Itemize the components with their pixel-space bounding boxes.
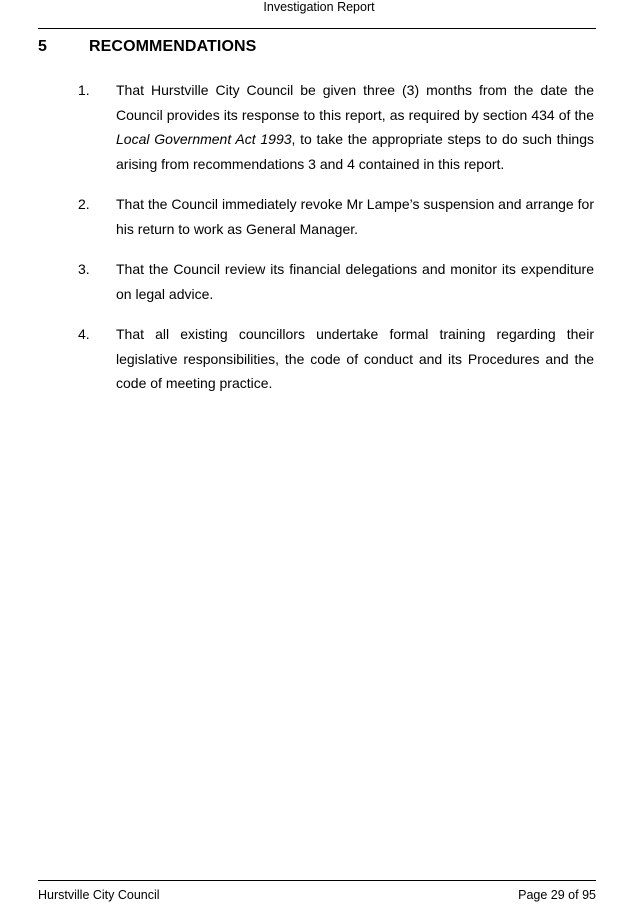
section-title: RECOMMENDATIONS <box>89 38 257 55</box>
recommendation-text-part: That Hurstville City Council be given three (3) months from the date the Council provides its response to this report, as required by section 434 of the <box>116 82 594 123</box>
recommendation-text <box>116 78 594 176</box>
act-title-italic: Local Government Act 1993 <box>116 131 292 147</box>
recommendation-item-1 <box>38 78 594 176</box>
recommendation-number: 2. <box>78 196 90 212</box>
recommendation-item-4 <box>38 322 594 396</box>
footer-rule <box>38 880 596 881</box>
recommendation-text-part: , to take the appropriate steps to do such things arising from recommendations 3 and 4 contained in this report. <box>116 131 594 172</box>
footer-organisation: Hurstville City Council <box>38 888 160 902</box>
recommendation-text: That the Council immediately revoke Mr Lampe’s suspension and arrange for his return to work as General Manager. <box>116 196 594 237</box>
recommendation-number: 4. <box>78 326 90 342</box>
recommendation-item-2 <box>38 192 594 241</box>
recommendation-text: That all existing councillors undertake formal training regarding their legislative responsibilities, the code of conduct and its Procedures and the code of meeting practice. <box>116 326 594 391</box>
header-rule <box>38 28 596 29</box>
recommendation-number: 1. <box>78 82 90 98</box>
recommendations-list <box>38 78 594 412</box>
running-header: Investigation Report <box>263 0 375 14</box>
recommendation-text: That the Council review its financial delegations and monitor its expenditure on legal advice. <box>116 261 594 302</box>
footer-page-number: Page 29 of 95 <box>518 888 596 902</box>
recommendation-number: 3. <box>78 261 90 277</box>
recommendation-item-3 <box>38 257 594 306</box>
section-number: 5 <box>38 38 47 55</box>
section-heading <box>38 37 596 57</box>
